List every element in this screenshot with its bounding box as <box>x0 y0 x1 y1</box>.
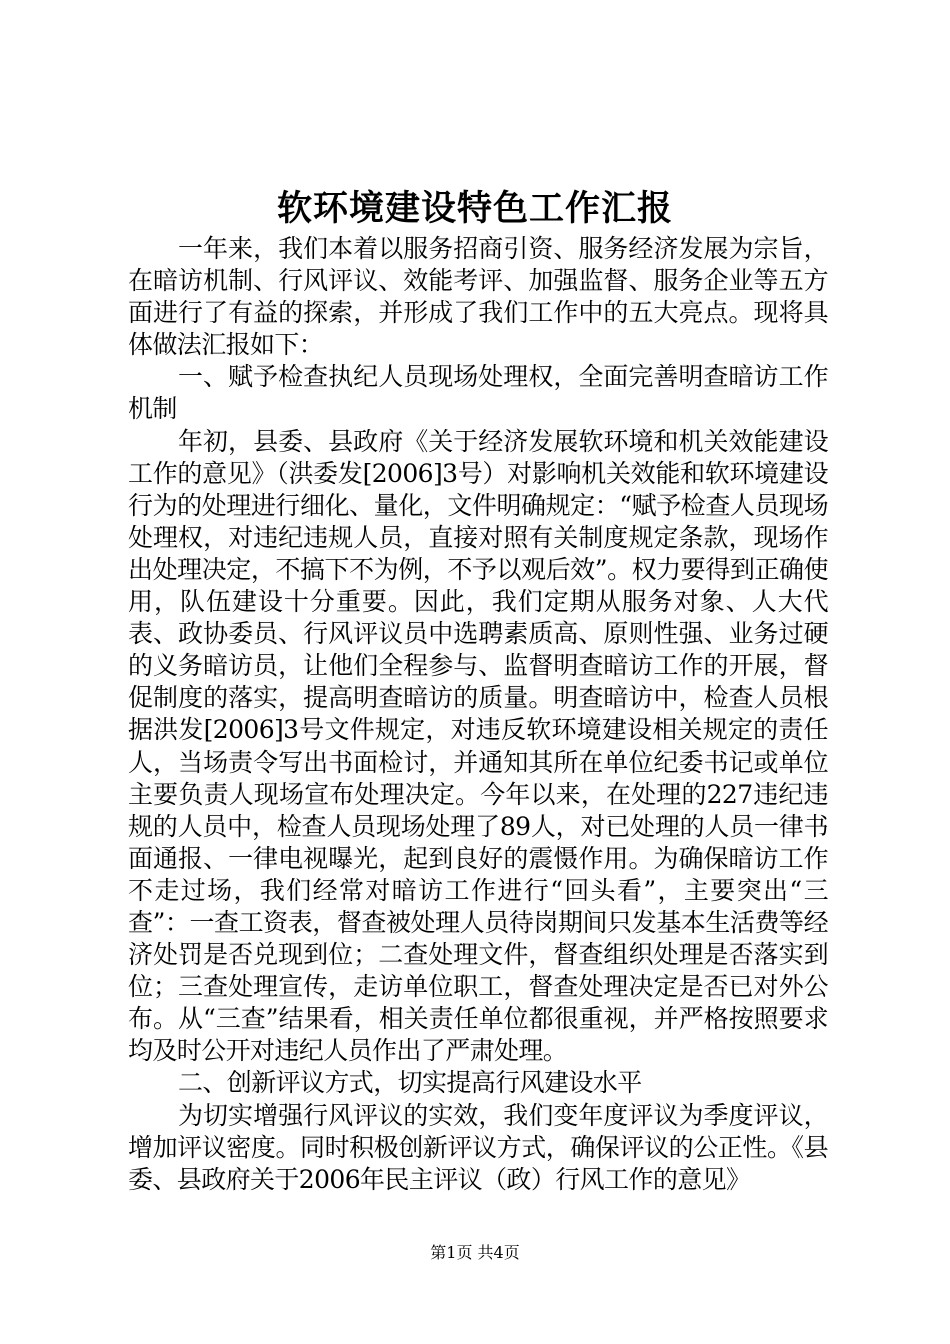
page-footer: 第1页 共4页 <box>430 1243 520 1262</box>
document-body <box>128 233 828 1196</box>
section-heading-1: 一、赋予检查执纪人员现场处理权，全面完善明查暗访工作机制 <box>128 362 828 424</box>
paragraph-section-2: 为切实增强行风评议的实效，我们变年度评议为季度评议，增加评议密度。同时积极创新评议方式，确保评议的公正性。《县委、县政府关于2006年民主评议（政）行风工作的意见》 <box>128 1100 828 1194</box>
paragraph-intro: 一年来，我们本着以服务招商引资、服务经济发展为宗旨，在暗访机制、行风评议、效能考评、加强监督、服务企业等五方面进行了有益的探索，并形成了我们工作中的五大亮点。现将具体做法汇报如下： <box>128 234 828 360</box>
document-title: 软环境建设特色工作汇报 <box>276 188 673 229</box>
paragraph-section-1: 年初，县委、县政府《关于经济发展软环境和机关效能建设工作的意见》（洪委发[2006]3号）对影响机关效能和软环境建设行为的处理进行细化、量化，文件明确规定：“赋予检查人员现场处理权，对违纪违规人员，直接对照有关制度规定条款，现场作出处理决定，不搞下不为例，不予以观后效”。权力要得到正确使用，队伍建设十分重要。因此，我们定期从服务对象、人大代表、政协委员、行风评议员中选聘素质高、原则性强、业务过硬的义务暗访员，让他们全程参与、监督明查暗访工作的开展，督促制度的落实，提高明查暗访的质量。明查暗访中，检查人员根据洪发[2006]3号文件规定，对违反软环境建设相关规定的责任人，当场责令写出书面检讨，并通知其所在单位纪委书记或单位主要负责人现场宣布处理决定。今年以来，在处理的227违纪违规的人员中，检查人员现场处理了89人，对已处理的人员一律书面通报、一律电视曝光，起到良好的震慑作用。为确保暗访工作不走过场，我们经常对暗访工作进行“回头看”，主要突出“三查”：一查工资表，督查被处理人员待岗期间只发基本生活费等经济处罚是否兑现到位；二查处理文件，督查组织处理是否落实到位；三查处理宣传，走访单位职工，督查处理决定是否已对外公布。从“三查”结果看，相关责任单位都很重视，并严格按照要求均及时公开对违纪人员作出了严肃处理。 <box>128 426 828 1066</box>
section-heading-2: 二、创新评议方式，切实提高行风建设水平 <box>178 1068 642 1098</box>
